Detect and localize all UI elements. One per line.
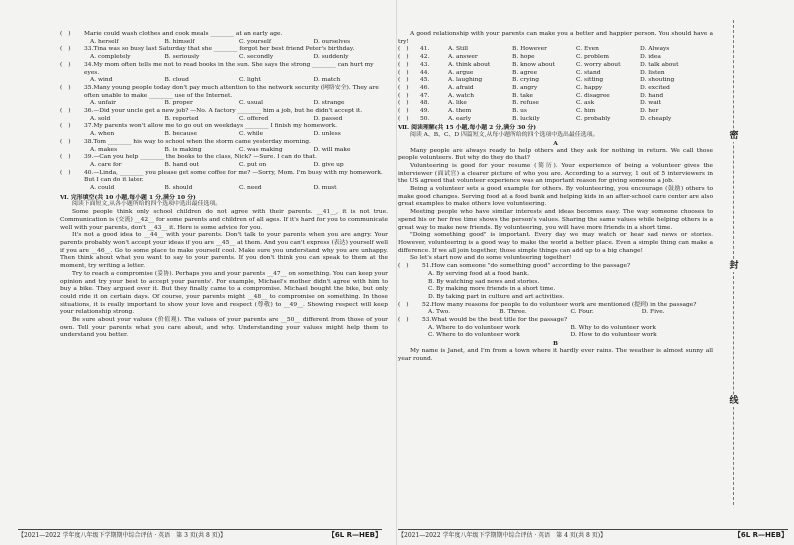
answer-bracket[interactable]: ( ): [398, 263, 409, 270]
cloze-paragraph: It's not a good idea to __44__ with your parents. Don't talk to your parents when you are angry. Your parents probably won't accept your ideas if you are __45__ at them. And you can't express (表达) yourself well if you are __46__. Go to some place to make yourself cool. Make sure you understand why you are unhappy. Then think about what you want to say to your parents. If you don't think you can speak to them at the moment, try writing a letter.: [60, 232, 388, 270]
option[interactable]: C. usual: [239, 100, 264, 107]
option[interactable]: D. passed: [313, 115, 343, 122]
question-item: [60, 31, 388, 39]
option[interactable]: A. watch: [448, 92, 475, 99]
option[interactable]: B. hand out: [164, 161, 200, 168]
option[interactable]: C. happy: [576, 84, 603, 91]
answer-bracket[interactable]: ( ): [60, 84, 71, 91]
option[interactable]: A. think about: [448, 61, 491, 68]
question-text: [84, 170, 388, 185]
option[interactable]: A. early: [448, 115, 472, 122]
option[interactable]: B. refuse: [512, 100, 539, 107]
option[interactable]: A. argue: [448, 69, 474, 76]
option[interactable]: A. laughing: [448, 77, 483, 84]
answer-bracket[interactable]: ( ): [60, 31, 71, 37]
option[interactable]: C. Four.: [570, 309, 594, 316]
option[interactable]: C. Even: [576, 46, 599, 53]
reading-paragraph: "Doing something good" is important. Every day we may watch or hear sad news or stories. However, volunteering is a good way to make the world a better place. Even a simple thing can make a difference. If we all join together, those simple things can add up to a big change!: [398, 232, 713, 254]
option[interactable]: D. hand: [640, 92, 664, 99]
question-item: [60, 154, 388, 162]
option[interactable]: B. know about: [512, 61, 555, 68]
question-number: 40.: [84, 169, 94, 176]
question-item: [60, 85, 388, 100]
option[interactable]: B. should: [164, 185, 193, 192]
option[interactable]: C. put on: [239, 161, 267, 168]
option-row: [60, 100, 388, 108]
page-divider: [396, 0, 397, 545]
answer-bracket[interactable]: ( ): [398, 84, 409, 91]
option[interactable]: D. her: [640, 108, 659, 115]
question-number: 39.: [84, 154, 94, 161]
question-number: 37.: [84, 123, 94, 130]
option[interactable]: C. offered: [239, 115, 269, 122]
option-row: [60, 131, 388, 139]
option[interactable]: C. sitting: [576, 77, 604, 84]
option[interactable]: D. excited: [640, 84, 670, 91]
question-number: 38.: [84, 138, 94, 145]
option[interactable]: B. luckily: [512, 115, 540, 122]
question-text: [84, 85, 388, 100]
cloze-paragraph: Some people think only school children do not agree with their parents. __41__, it is not true. Communication is (交流) __42__ for some parents and children of all ages. If it's hard for you to communicate well with your parents, don't __43__ it. Here is some advice for you.: [60, 209, 388, 231]
option[interactable]: C. probably: [576, 115, 611, 122]
page-footer: [398, 529, 788, 540]
seal-line-area: [724, 0, 744, 545]
page-4: [398, 0, 794, 545]
question-item: [60, 46, 388, 54]
option-row: [398, 309, 713, 317]
question-item: [398, 263, 713, 271]
option[interactable]: B. agree: [512, 69, 538, 76]
option[interactable]: B. because: [164, 131, 197, 138]
question-item: [398, 317, 713, 325]
question-stem: Tina was so busy last Saturday that she ________ forgot her best friend Peter's birthday.: [93, 46, 355, 53]
option[interactable]: D. talk about: [640, 61, 679, 68]
cloze-option-row: [398, 54, 713, 62]
option-row: [60, 162, 388, 170]
option[interactable]: C. disagree: [576, 92, 610, 99]
option[interactable]: A. care for: [90, 161, 122, 168]
answer-bracket[interactable]: ( ): [60, 61, 71, 68]
question-number: 50.: [420, 115, 430, 122]
option[interactable]: D. shouting: [640, 77, 675, 84]
answer-bracket[interactable]: ( ): [398, 77, 409, 84]
question-stem: My parents won't allow me to go out on weekdays ________ I finish my homework.: [93, 123, 338, 130]
option[interactable]: B. is making: [164, 146, 202, 153]
option[interactable]: C. him: [576, 108, 596, 115]
page-footer: [18, 529, 382, 540]
option[interactable]: B. himself: [164, 38, 195, 45]
answer-bracket[interactable]: ( ): [60, 138, 71, 145]
option[interactable]: A. them: [448, 108, 472, 115]
question-number: 44.: [420, 69, 430, 76]
question-item: [60, 123, 388, 131]
option[interactable]: D. unless: [313, 131, 341, 138]
cloze-option-row: [398, 108, 713, 116]
option[interactable]: D. give up: [313, 161, 344, 168]
reading-paragraph: My name is Janet, and I'm from a town where it hardly ever rains. The weather is almost sunny all year round.: [398, 347, 713, 362]
section-title: Ⅵ. 完形填空(共 10 小题,每小题 1 分,满分 10 分): [60, 193, 196, 201]
option[interactable]: B. angry: [512, 84, 538, 91]
question-stem: —Linda, ________ you please get some coffee for me? —Sorry, Mom. I'm busy with my homework. But I can do it later.: [84, 169, 383, 184]
option[interactable]: A. sold: [90, 115, 111, 122]
question-stem: —Can you help ________ the books to the class, Nick? —Sure. I can do that.: [93, 154, 317, 161]
question-text: [84, 62, 388, 77]
answer-bracket[interactable]: ( ): [398, 108, 409, 115]
question-stem: How many reasons for people to do volunteer work are mentioned (提到) in the passage?: [431, 301, 697, 308]
answer-bracket[interactable]: ( ): [398, 54, 409, 61]
passage-label-a: A: [553, 139, 558, 147]
seal-char-feng: 封: [724, 260, 744, 272]
passage-label-b: B: [553, 340, 558, 348]
reading-paragraph: So let's start now and do some volunteering together!: [410, 255, 572, 262]
question-stem: How can someone "do something good" according to the passage?: [431, 263, 631, 270]
section-instruction: 阅读 A、B、C、D 四篇短文,从每小题所给的四个选项中选出最佳选项。: [410, 132, 599, 139]
option[interactable]: D. strange: [313, 100, 345, 107]
question-stem: Many young people today don't pay much attention to the network security (网络安全). They are often unable to make ________ use of the Internet.: [84, 84, 379, 99]
cloze-option-row: [398, 93, 713, 101]
question-item: [398, 302, 713, 310]
option-row: [60, 77, 388, 85]
seal-char-xian: 线: [724, 395, 744, 407]
question-number: 34.: [84, 61, 94, 68]
question-number: 48.: [420, 100, 430, 107]
answer-bracket[interactable]: ( ): [398, 100, 409, 107]
option[interactable]: A. like: [448, 100, 467, 107]
cloze-option-row: [398, 116, 713, 124]
option[interactable]: A. answer: [448, 54, 478, 61]
question-stem: —Did your uncle get a new job? —No. A factory ________ him a job, but he didn't accept it.: [93, 108, 363, 115]
reading-paragraph: Volunteering is good for your resume (简历). Your experience of being a volunteer gives the interviewer (面试官) a clearer picture of who you are. According to a survey, 1 out of 5 interviewers in the US agreed that volunteer experience was an important reason for giving someone a job.: [398, 162, 713, 185]
answer-bracket[interactable]: ( ): [398, 301, 409, 308]
question-number: 52.: [422, 301, 432, 308]
option[interactable]: D. cheaply: [640, 115, 672, 122]
question-stem: My mom often tells me not to read books in the sun. She says the strong ________ can hurt my eyes.: [84, 61, 374, 76]
page-3: [0, 0, 394, 545]
question-text: [84, 139, 388, 147]
footer-code: 【6L R—HEB】: [733, 531, 788, 540]
question-text: [84, 154, 388, 162]
answer-bracket[interactable]: ( ): [398, 317, 409, 324]
answer-bracket[interactable]: ( ): [60, 154, 71, 161]
option[interactable]: C. stand: [576, 69, 601, 76]
cloze-option-row: [398, 46, 713, 54]
option[interactable]: C. was making: [239, 146, 283, 153]
answer-bracket[interactable]: ( ): [398, 92, 409, 99]
answer-bracket[interactable]: ( ): [398, 46, 409, 53]
seal-char-mi: 密: [724, 130, 744, 142]
option[interactable]: D. match: [313, 77, 341, 84]
answer-bracket[interactable]: ( ): [398, 115, 409, 122]
option[interactable]: B. crying: [512, 77, 539, 84]
option[interactable]: D. will make: [313, 146, 351, 153]
option[interactable]: C. Where to do volunteer work: [428, 332, 520, 339]
question-stem: Marie could wash clothes and cook meals ________ at an early age.: [84, 31, 283, 37]
cloze-option-row: [398, 85, 713, 93]
option[interactable]: D. Always: [640, 46, 670, 53]
footer-code: 【6L R—HEB】: [327, 531, 382, 540]
left-column: [60, 31, 388, 340]
option[interactable]: B. hope: [512, 54, 535, 61]
question-text: [84, 31, 388, 39]
question-number: 35.: [84, 84, 94, 91]
reading-paragraph: Meeting people who have similar interests and ideas becomes easy. The way someone chooses to spend his or her free time shows the person's values. Sharing the same values while helping others is a great way to make new friends. By volunteering, you will have more friends in a short time.: [398, 209, 713, 231]
question-number: 45.: [420, 77, 430, 84]
answer-bracket[interactable]: ( ): [60, 123, 71, 130]
option[interactable]: A. afraid: [448, 84, 474, 91]
cloze-option-row: [398, 77, 713, 85]
option-row: [60, 147, 388, 155]
question-stem: Tom ________ his way to school when the storm came yesterday morning.: [93, 138, 311, 145]
option[interactable]: A. Still: [448, 46, 469, 53]
option[interactable]: A. By serving food at a food bank.: [428, 270, 529, 277]
option-row: [60, 39, 388, 47]
option[interactable]: A. completely: [90, 54, 131, 61]
question-item: [60, 139, 388, 147]
option[interactable]: B. take: [512, 92, 534, 99]
reading-paragraph: Being a volunteer sets a good example for others. By volunteering, you encourage (鼓励) others to make good changes. Serving food at a food bank and helping kids in an after-school care center are also great examples to make others love volunteering.: [398, 186, 713, 208]
question-number: 49.: [420, 108, 430, 115]
option-row: [60, 185, 388, 193]
option[interactable]: D. must: [313, 185, 337, 192]
option[interactable]: C. ask: [576, 100, 595, 107]
option-row: [398, 332, 713, 340]
reading-paragraph: Many people are always ready to help others and they ask for nothing in return. We call those people volunteers. But why do they do that?: [398, 147, 713, 162]
section-instruction: 阅读下面短文,从各小题所给的四个选项中选出最佳选项。: [72, 201, 222, 208]
option[interactable]: A. Where to do volunteer work: [428, 324, 520, 331]
option[interactable]: A. could: [90, 185, 115, 192]
cloze-option-row: [398, 62, 713, 70]
option-row: [60, 54, 388, 62]
option[interactable]: A. Two.: [428, 309, 451, 316]
question-item: [60, 170, 388, 185]
right-column: [398, 31, 713, 363]
option[interactable]: D. idea: [640, 54, 661, 61]
cloze-paragraph: Try to reach a compromise (妥协). Perhaps you and your parents __47__ on something. You can keep your opinion and try your best to accept your parents'. For example, Michael's mother didn't agree with him to buy a bike. They argued over it. But they finally came to a compromise. Michael bought the bike, but only could ride it on certain days. Of course, your parents might __48__ to compromise on something. In those situations, it is really important to show your love and respect (尊敬) to __49__. Showing respect will keep your relationship strong.: [60, 270, 388, 316]
footer-title: 【2021—2022 学年度八年级下学期期中综合评估 · 英语 第 3 页(共 8 页)】: [18, 532, 227, 540]
option[interactable]: B. However: [512, 46, 547, 53]
option[interactable]: C. By making more friends in a short time.: [428, 286, 556, 293]
question-text: [84, 46, 388, 54]
question-number: 46.: [420, 84, 430, 91]
option[interactable]: B. Three.: [499, 309, 527, 316]
option[interactable]: D. How to do volunteer work: [570, 332, 657, 339]
option[interactable]: D. listen: [640, 69, 665, 76]
option[interactable]: B. cloud: [164, 77, 189, 84]
question-number: 42.: [420, 54, 430, 61]
option[interactable]: A. wind: [90, 77, 113, 84]
question-stem: What would be the best title for the passage?: [431, 317, 568, 324]
option[interactable]: A. herself: [90, 38, 119, 45]
option[interactable]: D. ourselves: [313, 38, 351, 45]
question-text: [422, 302, 713, 310]
option[interactable]: D. wait: [640, 100, 662, 107]
cloze-option-row: [398, 100, 713, 108]
question-number: 33.: [84, 46, 94, 53]
option[interactable]: D. Five.: [641, 309, 665, 316]
answer-bracket[interactable]: ( ): [60, 169, 71, 176]
option[interactable]: A. when: [90, 131, 115, 138]
option[interactable]: C. problem: [576, 54, 609, 61]
option[interactable]: B. seriously: [164, 54, 200, 61]
passage-conclusion: A good relationship with your parents can make you a better and happier person. You should have a try!: [398, 31, 713, 45]
question-text: [422, 263, 713, 271]
section-title: Ⅶ. 阅读理解(共 15 小题,每小题 2 分,满分 30 分): [398, 124, 537, 132]
option[interactable]: A. makes: [90, 146, 118, 153]
question-text: [84, 123, 388, 131]
option[interactable]: C. yourself: [239, 38, 272, 45]
option-row: [398, 325, 713, 333]
question-number: 36.: [84, 108, 94, 115]
question-text: [422, 317, 713, 325]
option[interactable]: C. need: [239, 185, 262, 192]
answer-bracket[interactable]: ( ): [398, 69, 409, 76]
option[interactable]: D. suddenly: [313, 54, 349, 61]
answer-bracket[interactable]: ( ): [398, 61, 409, 68]
option[interactable]: C. secondly: [239, 54, 274, 61]
option[interactable]: C. while: [239, 131, 264, 138]
footer-title: 【2021—2022 学年度八年级下学期期中综合评估 · 英语 第 4 页(共 8 页)】: [398, 532, 607, 540]
answer-bracket[interactable]: ( ): [60, 46, 71, 53]
question-number: 47.: [420, 92, 430, 99]
option[interactable]: C. worry about: [576, 61, 621, 68]
question-number: 53.: [422, 317, 432, 324]
option[interactable]: B. us: [512, 108, 527, 115]
question-number: 51.: [422, 263, 432, 270]
option[interactable]: D. By taking part in culture and art activities.: [428, 293, 565, 300]
question-number: 41.: [420, 46, 430, 53]
option-row: [60, 116, 388, 124]
option[interactable]: B. reported: [164, 115, 199, 122]
cloze-paragraph: Be sure about your values (价值观). The values of your parents are __50__ different from those of your own. Tell your parents what you care about, and why. Understanding your values might help them to understand you better.: [60, 317, 388, 339]
option[interactable]: C. light: [239, 77, 261, 84]
option[interactable]: A. unfair: [90, 100, 116, 107]
question-text: [84, 108, 388, 116]
question-number: 43.: [420, 61, 430, 68]
option[interactable]: B. By watching sad news and stories.: [428, 278, 540, 285]
answer-bracket[interactable]: ( ): [60, 108, 71, 115]
option[interactable]: B. proper: [164, 100, 193, 107]
question-item: [60, 62, 388, 77]
cloze-option-row: [398, 70, 713, 78]
option[interactable]: B. Why to do volunteer work: [570, 324, 656, 331]
question-item: [60, 108, 388, 116]
